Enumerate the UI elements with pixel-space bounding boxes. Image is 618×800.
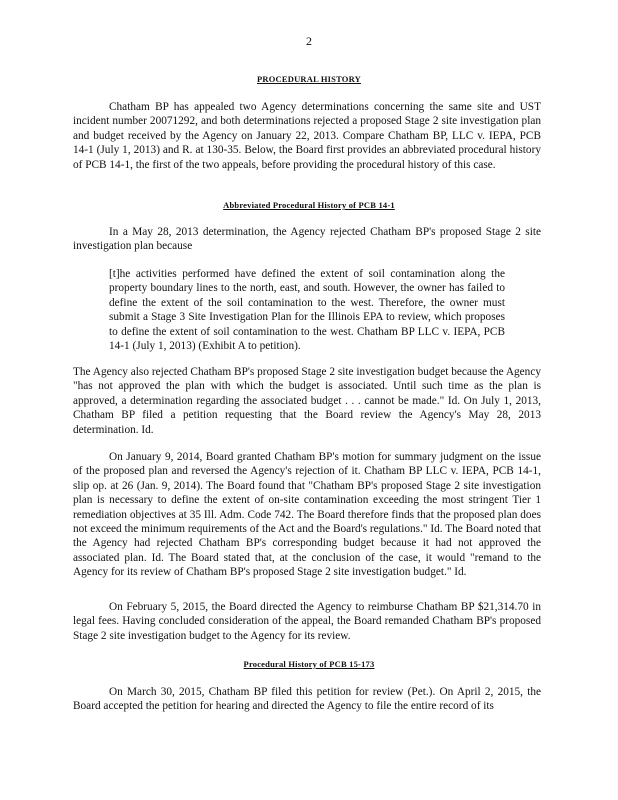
paragraph-intro: Chatham BP has appealed two Agency determinations concerning the same site and UST incident number 20071292, and both determinations rejected a proposed Stage 2 site investigation plan and budget received by the Agency on January 22, 2013. Compare Chatham BP, LLC v. IEPA, PCB 14-1 (July 1, 2013) and R. at 130-35. Below, the Board first provides an abbreviated procedural history of PCB 14-1, the first of the two appeals, before providing the procedural history of this case. xyxy=(73,101,541,171)
heading-procedural-history-text: PROCEDURAL HISTORY xyxy=(257,74,361,84)
heading-abbreviated-history xyxy=(0,200,618,210)
paragraph-march-30: On March 30, 2015, Chatham BP filed this petition for review (Pet.). On April 2, 2015, the Board accepted the petition for hearing and directed the Agency to file the entire record of its xyxy=(73,686,541,713)
heading-procedural-history xyxy=(0,74,618,84)
paragraph-budget: The Agency also rejected Chatham BP's proposed Stage 2 site investigation budget because the Agency "has not approved the plan with which the budget is associated. Until such time as the plan is approved, a determination regarding the associated budget . . . cannot be made." Id. On July 1, 2013, Chatham BP filed a petition requesting that the Board review the Agency's May 28, 2013 determination. Id. xyxy=(73,366,541,436)
paragraph-may-28: In a May 28, 2013 determination, the Agency rejected Chatham BP's proposed Stage 2 site investigation plan because xyxy=(73,226,541,253)
block-quote: [t]he activities performed have defined the extent of soil contamination along the property boundary lines to the north, east, and south. However, the owner has failed to define the extent of the soil contamination to the west. Therefore, the owner must submit a Stage 3 Site Investigation Plan for the Illinois EPA to review, which proposes to define the extent of soil contamination to the west. Chatham BP LLC v. IEPA, PCB 14-1 (July 1, 2013) (Exhibit A to petition). xyxy=(109,268,505,353)
heading-pcb-15-173-text: Procedural History of PCB 15-173 xyxy=(243,659,375,669)
heading-abbreviated-history-text: Abbreviated Procedural History of PCB 14-1 xyxy=(223,200,395,210)
paragraph-jan-9: On January 9, 2014, Board granted Chatham BP's motion for summary judgment on the issue of the proposed plan and reversed the Agency's rejection of it. Chatham BP LLC v. IEPA, PCB 14-1, slip op. at 26 (Jan. 9, 2014). The Board found that "Chatham BP's proposed Stage 2 site investigation plan is necessary to define the extent of on-site contamination exceeding the most stringent Tier 1 remediation objectives at 35 Ill. Adm. Code 742. The Board therefore finds that the proposed plan does not exceed the minimum requirements of the Act and the Board's regulations." Id. The Board noted that the Agency had rejected Chatham BP's corresponding budget because it had not approved the associated plan. Id. The Board stated that, at the conclusion of the case, it would "remand to the Agency for its review of Chatham BP's proposed Stage 2 site investigation budget." Id. xyxy=(73,451,541,579)
page-number: 2 xyxy=(306,34,312,48)
paragraph-feb-5: On February 5, 2015, the Board directed the Agency to reimburse Chatham BP $21,314.70 in legal fees. Having concluded consideration of the appeal, the Board remanded Chatham BP's proposed Stage 2 site investigation budget to the Agency for its review. xyxy=(73,601,541,642)
heading-pcb-15-173 xyxy=(0,659,618,669)
